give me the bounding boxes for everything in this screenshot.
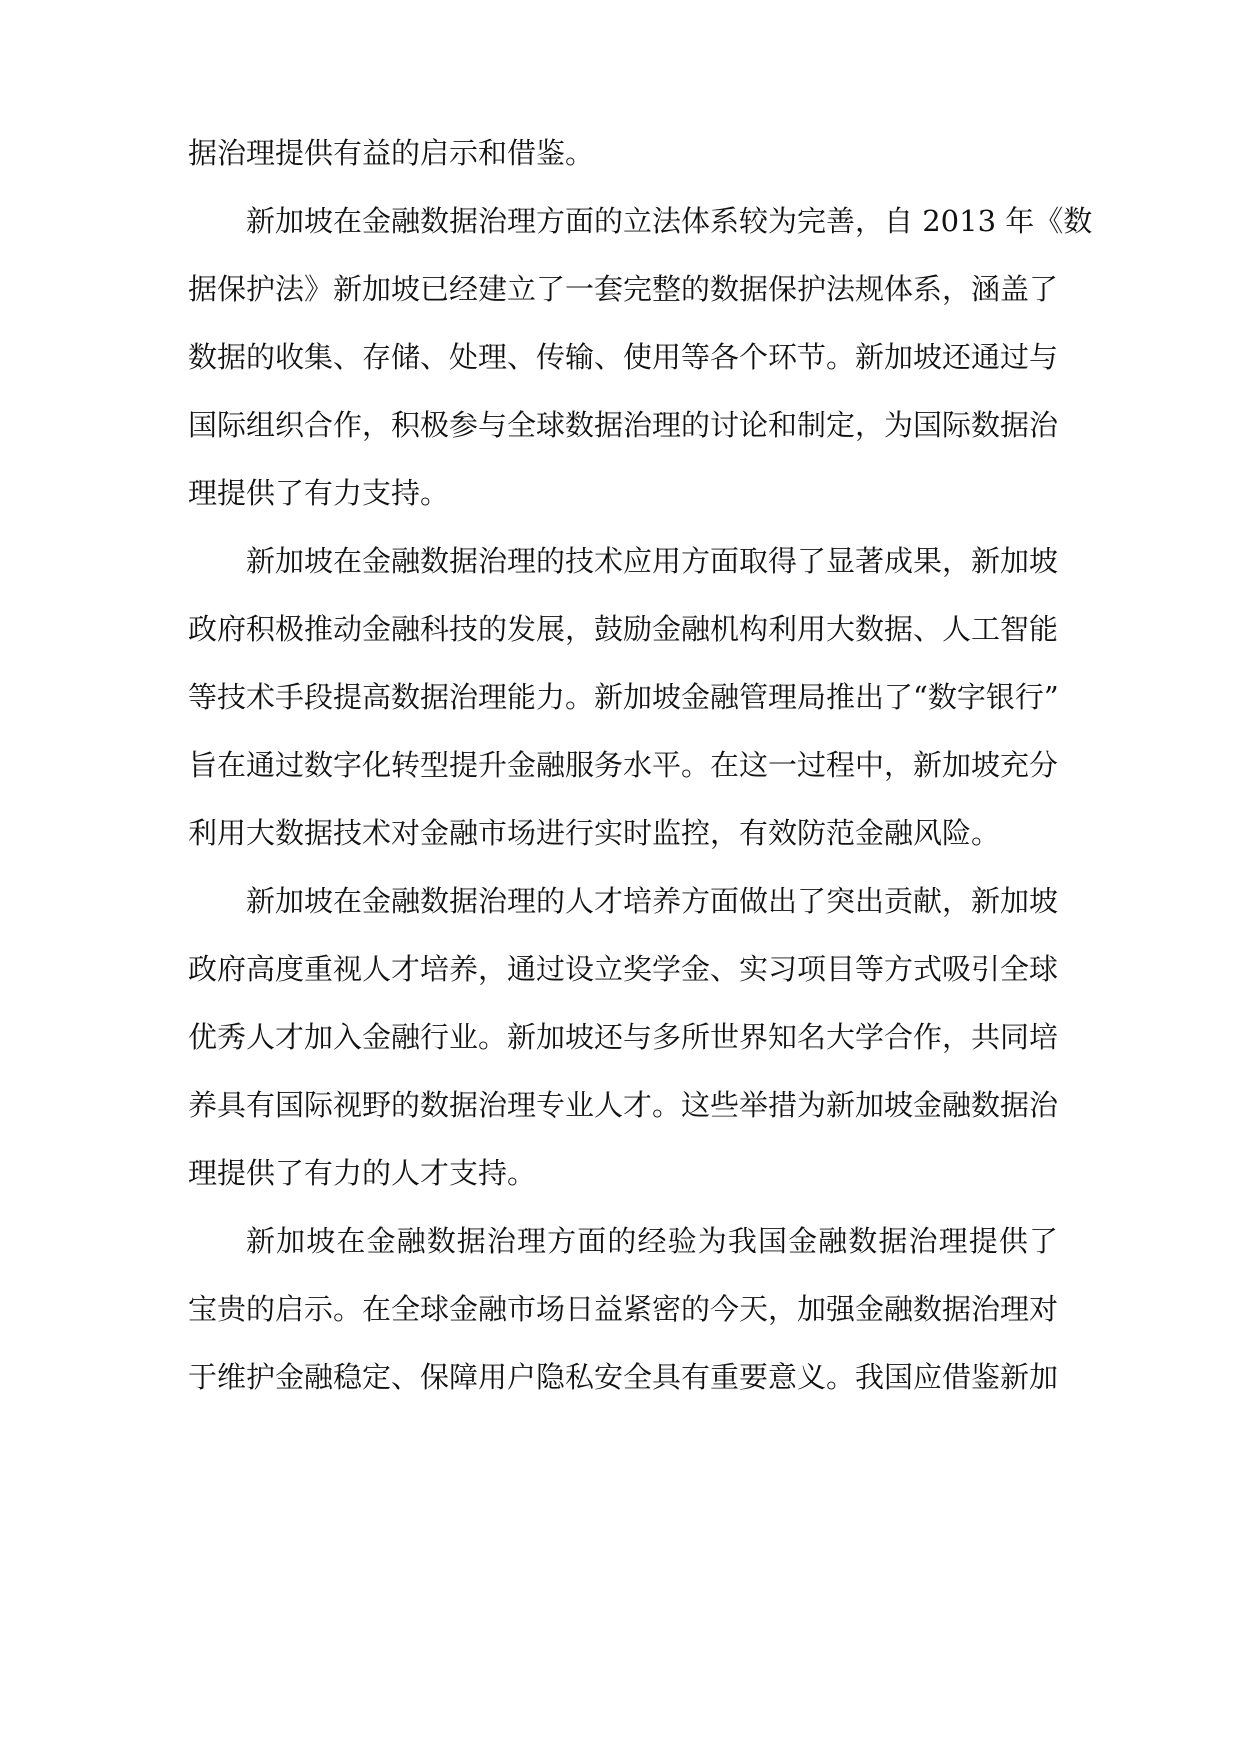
text-line: 于维护金融稳定、保障用户隐私安全具有重要意义。我国应借鉴新加 (188, 1360, 1059, 1394)
text-line: 等技术手段提高数据治理能力。新加坡金融管理局推出了“数字银行” (188, 680, 1059, 714)
text-line: 政府积极推动金融科技的发展，鼓励金融机构利用大数据、人工智能 (188, 612, 1059, 646)
paragraph-first-line: 新加坡在金融数据治理的人才培养方面做出了突出贡献，新加坡 (246, 884, 1059, 918)
paragraph-first-line: 新加坡在金融数据治理方面的立法体系较为完善，自 2013 年《数 (246, 204, 1093, 238)
text-line: 数据的收集、存储、处理、传输、使用等各个环节。新加坡还通过与 (188, 340, 1059, 374)
text-line: 养具有国际视野的数据治理专业人才。这些举措为新加坡金融数据治 (188, 1088, 1059, 1122)
text-line: 旨在通过数字化转型提升金融服务水平。在这一过程中，新加坡充分 (188, 748, 1059, 782)
paragraph-first-line: 新加坡在金融数据治理方面的经验为我国金融数据治理提供了 (246, 1224, 1058, 1258)
text-line: 政府高度重视人才培养，通过设立奖学金、实习项目等方式吸引全球 (188, 952, 1059, 986)
text-line: 据保护法》新加坡已经建立了一套完整的数据保护法规体系，涵盖了 (188, 272, 1059, 306)
paragraph-first-line: 新加坡在金融数据治理的技术应用方面取得了显著成果，新加坡 (246, 544, 1059, 578)
text-line: 宝贵的启示。在全球金融市场日益紧密的今天，加强金融数据治理对 (188, 1292, 1059, 1326)
text-line: 国际组织合作，积极参与全球数据治理的讨论和制定，为国际数据治 (188, 408, 1059, 442)
text-line: 利用大数据技术对金融市场进行实时监控，有效防范金融风险。 (188, 816, 1001, 850)
text-line: 据治理提供有益的启示和借鉴。 (188, 136, 595, 170)
text-line: 优秀人才加入金融行业。新加坡还与多所世界知名大学合作，共同培 (188, 1020, 1059, 1054)
text-line: 理提供了有力支持。 (188, 476, 450, 510)
text-line: 理提供了有力的人才支持。 (188, 1156, 537, 1190)
